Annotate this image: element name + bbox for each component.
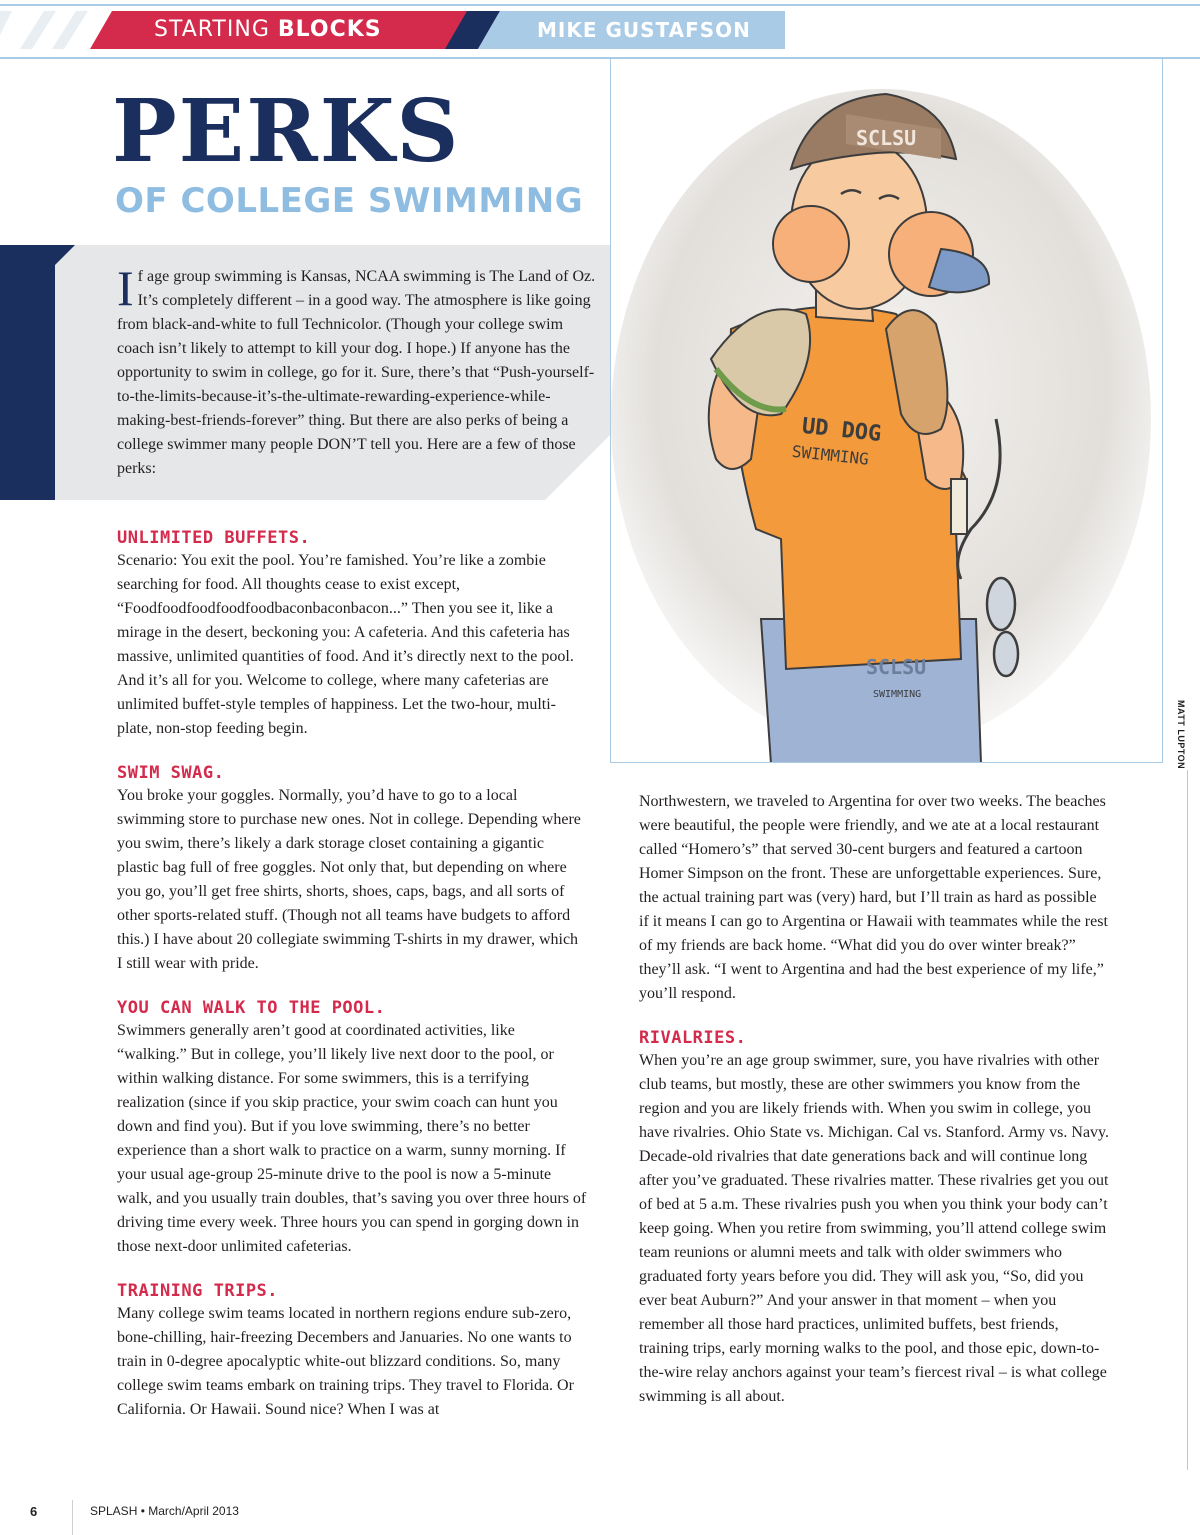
left-column <box>117 527 587 1443</box>
svg-text:SCLSU: SCLSU <box>866 655 927 679</box>
svg-text:SWIMMING: SWIMMING <box>790 441 870 469</box>
section-body: You broke your goggles. Normally, you’d have to go to a local swimming store to purchase new ones. Not in college. Depending where you swim, there’s likely a dark storage closet containing a gigantic plastic bag full of free goggles. Not only that, but depending on where you go, you’ll get free shirts, shorts, shoes, caps, bags, and all sorts of other sports-related stuff. (Though not all teams have budgets to afford this.) I have about 20 collegiate swimming T-shirts in my drawer, which I still wear with pride. <box>117 787 581 972</box>
svg-text:SWIMMING: SWIMMING <box>873 689 922 700</box>
section-heading: UNLIMITED BUFFETS. <box>117 528 311 548</box>
illustration <box>610 58 1163 763</box>
continued-paragraph: Northwestern, we traveled to Argentina for over two weeks. The beaches were beautiful, the people were friendly, and we ate at a local restaurant called “Homero’s” that served 30-cent burgers and featured a cartoon Homer Simpson on the front. These are unforgettable experiences. Sure, the actual training part was (very) hard, but I’ll train as hard as possible if it means I can go to Argentina or Hawaii with teammates while the rest of my friends are back home. “What did you do over winter break?” they’ll ask. “I went to Argentina and had the best experience of my life,” you’ll respond. <box>639 793 1108 1002</box>
section-heading: SWIM SWAG. <box>117 763 225 783</box>
section-heading: YOU CAN WALK TO THE POOL. <box>117 998 386 1018</box>
section-body: Many college swim teams located in northern regions endure sub-zero, bone-chilling, hair-freezing Decembers and Januaries. No one wants to train in 0-degree apocalyptic white-out blizzard conditions. So, many college swim teams embark on training trips. They travel to Florida. Or California. Or Hawaii. Sound nice? When I was at <box>117 1305 574 1418</box>
section-body: Scenario: You exit the pool. You’re famished. You’re like a zombie searching for food. All thoughts cease to exist except, “Foodfoodfoodfoodfoodbaconbaconbacon...” Then you see it, like a mirage in the desert, beckoning you: A cafeteria. And this cafeteria has massive, unlimited quantities of food. And it’s directly next to the pool. And it’s all for you. Welcome to college, where many cafeterias are unlimited buffet-style temples of happiness. Let the two-hour, multi-plate, non-stop feeding begin. <box>117 552 574 737</box>
swimmer-cartoon-illustration <box>611 59 1163 763</box>
section-heading: TRAINING TRIPS. <box>117 1281 279 1301</box>
svg-text:UD DOG: UD DOG <box>800 413 883 448</box>
author-name: MIKE GUSTAFSON <box>537 18 751 42</box>
section-body: When you’re an age group swimmer, sure, you have rivalries with other club teams, but mostly, these are other swimmers you know from the region and you are likely friends with. When you swim in college, you have rivalries. Ohio State vs. Michigan. Cal vs. Stanford. Army vs. Navy. Decade-old rivalries that date generations back and will continue long after you’ve graduated. These rivalries matter. These rivalries get you out of bed at 5 a.m. These rivalries push you when you think your body can’t keep going. When you retire from swimming, you’ll attend college swim team reunions or alumni meets and talk with older swimmers who graduated forty years before you did. They will ask you, “So, did you ever beat Auburn?” And your answer in that moment – when you remember all those hard practices, unlimited buffets, best friends, training trips, early morning walks to the pool, and those epic, down-to-the-wire relay anchors against your team’s fiercest rival – is what college swimming is all about. <box>639 1052 1109 1405</box>
drop-cap: I <box>117 260 134 316</box>
article-title: PERKS <box>112 81 461 182</box>
article-subtitle: OF COLLEGE SWIMMING <box>115 181 584 221</box>
top-rule <box>0 4 1200 6</box>
publication-line: SPLASH • March/April 2013 <box>90 1504 239 1518</box>
section-heading: RIVALRIES. <box>639 1028 747 1048</box>
page-number: 6 <box>30 1504 38 1519</box>
footer-divider <box>72 1500 73 1535</box>
margin-rule <box>1187 770 1188 1470</box>
section-label: STARTING BLOCKS <box>154 17 382 42</box>
intro-paragraph: If age group swimming is Kansas, NCAA swimming is The Land of Oz. It’s completely different – in a good way. The atmosphere is like going from black-and-white to full Technicolor. (Though your college swim coach isn’t likely to attempt to kill your dog. I hope.) If anyone has the opportunity to swim in college, go for it. Sure, there’s that “Push-yourself-to-the-limits-because-it’s-the-ultimate-rewarding-experience-while-making-best-friends-forever” thing. But there are also perks of being a college swimmer many people DON’T tell you. Here are a few of those perks: <box>117 260 596 477</box>
svg-text:SCLSU: SCLSU <box>856 126 917 150</box>
illustration-credit: MATT LUPTON <box>1176 700 1186 770</box>
right-column <box>639 790 1109 1430</box>
section-body: Swimmers generally aren’t good at coordinated activities, like “walking.” But in college, you’ll likely live next door to the pool, or within walking distance. For some swimmers, this is a terrifying realization (since if you skip practice, your swim coach can hunt you down and find you). But if you love swimming, there’s no better experience than a short walk to practice on a warm, sunny morning. If your usual age-group 25-minute drive to the pool is now a 5-minute walk, and you usually train doubles, that’s saving you over three hours of driving time every week. Three hours you can spend in gorging down in those next-door unlimited cafeterias. <box>117 1022 587 1255</box>
